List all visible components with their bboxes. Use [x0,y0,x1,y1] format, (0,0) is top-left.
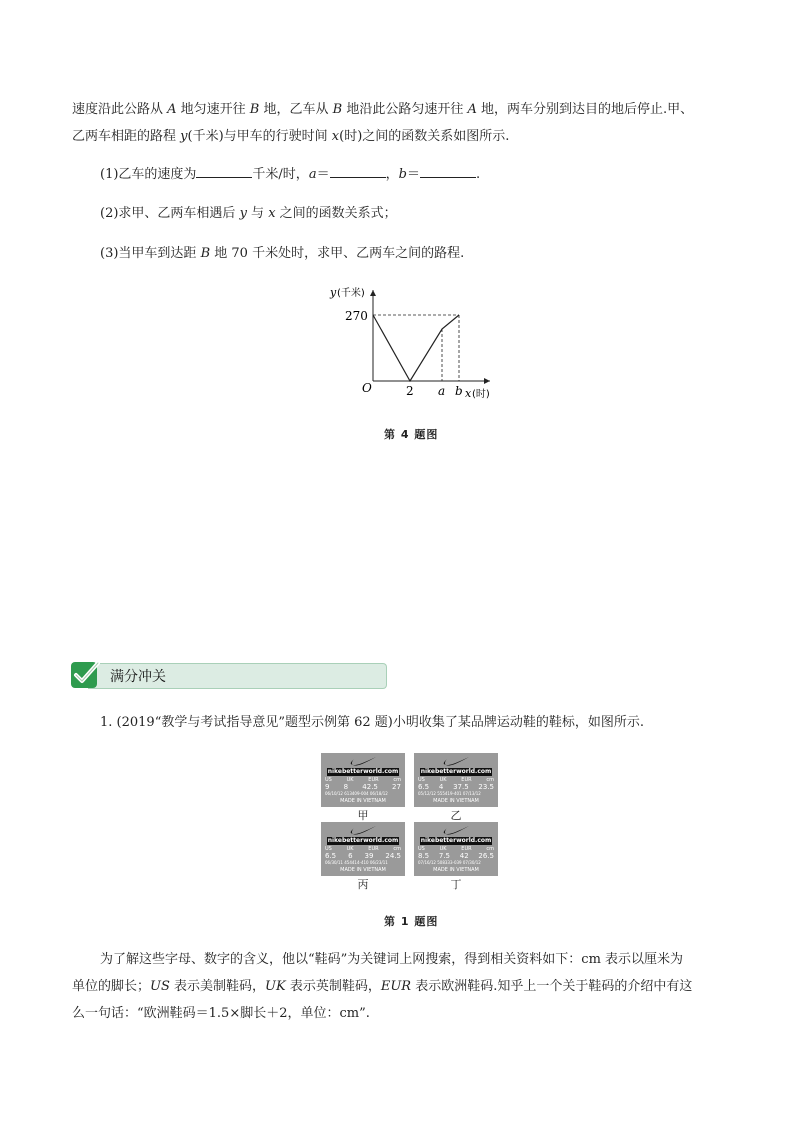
explanation-line-3: 么一句话：“欧洲鞋码＝1.5×脚长＋2，单位：cm”. [72,1006,370,1021]
intro-line-2: 乙两车相距的路程 y(千米)与甲车的行驶时间 x(时)之间的函数关系如图所示. [72,129,510,144]
tag-size-values: 6.5 6 39 24.5 [325,852,401,860]
tag-product-code: 06/30/11 454414-410 06/23/11 [325,860,388,865]
tag-size-headers: US UK EUR cm [325,777,401,783]
x-tick-2: 2 [406,384,414,398]
section-title: 满分冲关 [110,669,166,685]
tag-made-in: MADE IN VIETNAM [433,798,479,804]
tag-product-code: 05/12/12 555419-401 07/13/12 [418,791,481,796]
swoosh-logo-icon [442,755,470,767]
shoe-tag-ding [414,822,498,876]
tag-made-in: MADE IN VIETNAM [340,867,386,873]
x-axis-label-var: x [465,387,472,400]
answer-blank-a[interactable] [330,165,386,178]
shoe-tag-yi [414,753,498,807]
tag-label-ding: 丁 [450,878,462,891]
tag-size-values: 6.5 4 37.5 23.5 [418,783,494,791]
shoe-tag-bing [321,822,405,876]
figure-1-caption: 第 1 题图 [384,915,439,928]
tag-size-headers: US UK EUR cm [418,777,494,783]
explanation-line-1: 为了解这些字母、数字的含义，他以“鞋码”为关键词上网搜索，得到相关资料如下：cm 表示以厘米为 [100,952,684,967]
tag-made-in: MADE IN VIETNAM [433,867,479,873]
tag-url: nikebetterworld.com [420,768,492,775]
answer-blank-b[interactable] [420,165,476,178]
tag-label-bing: 丙 [357,878,369,891]
checkmark-icon [70,659,102,689]
figure-4-caption: 第 4 题图 [384,428,439,441]
tag-product-code: 06/10/12 613409-004 06/18/12 [325,791,388,796]
explanation-line-2: 单位的脚长；US 表示美制鞋码，UK 表示英制鞋码，EUR 表示欧洲鞋码.知乎上一个关于鞋码的介绍中有这 [72,979,693,994]
section-banner [70,659,388,689]
y-axis-label-unit: (千米) [337,288,365,299]
intro-line-1: 速度沿此公路从 A 地匀速开往 B 地，乙车从 B 地沿此公路匀速开往 A 地，两车分别到达目的地后停止.甲、 [72,102,694,117]
tag-url: nikebetterworld.com [420,837,492,844]
question-1: (1)乙车的速度为 千米/时，a＝ ，b＝ . [100,167,481,182]
swoosh-logo-icon [349,824,377,836]
y-axis-label-var: y [330,286,337,299]
y-tick-270: 270 [345,309,368,323]
tag-size-headers: US UK EUR cm [325,846,401,852]
function-curve [373,315,459,381]
tag-label-jia: 甲 [357,809,369,822]
tag-url: nikebetterworld.com [327,768,399,775]
tag-url: nikebetterworld.com [327,837,399,844]
swoosh-logo-icon [442,824,470,836]
shoe-tag-jia [321,753,405,807]
swoosh-logo-icon [349,755,377,767]
tag-made-in: MADE IN VIETNAM [340,798,386,804]
tag-product-code: 07/16/12 508333-039 07/30/12 [418,860,481,865]
x-tick-a: a [438,384,446,398]
tag-size-values: 9 8 42.5 27 [325,783,401,791]
question-2: (2)求甲、乙两车相遇后 y 与 x 之间的函数关系式； [100,206,397,221]
x-axis-label-unit: (时) [472,389,490,400]
problem-1-text: 1. (2019“教学与考试指导意见”题型示例第 62 题)小明收集了某品牌运动鞋的鞋标，如图所示. [100,715,644,730]
origin-label: O [362,381,372,395]
tag-size-headers: US UK EUR cm [418,846,494,852]
x-tick-b: b [455,384,463,398]
tag-size-values: 8.5 7.5 42 26.5 [418,852,494,860]
tag-label-yi: 乙 [450,809,462,822]
distance-time-graph [325,282,500,402]
answer-blank-speed[interactable] [196,165,252,178]
question-3: (3)当甲车到达距 B 地 70 千米处时，求甲、乙两车之间的路程. [100,246,465,261]
